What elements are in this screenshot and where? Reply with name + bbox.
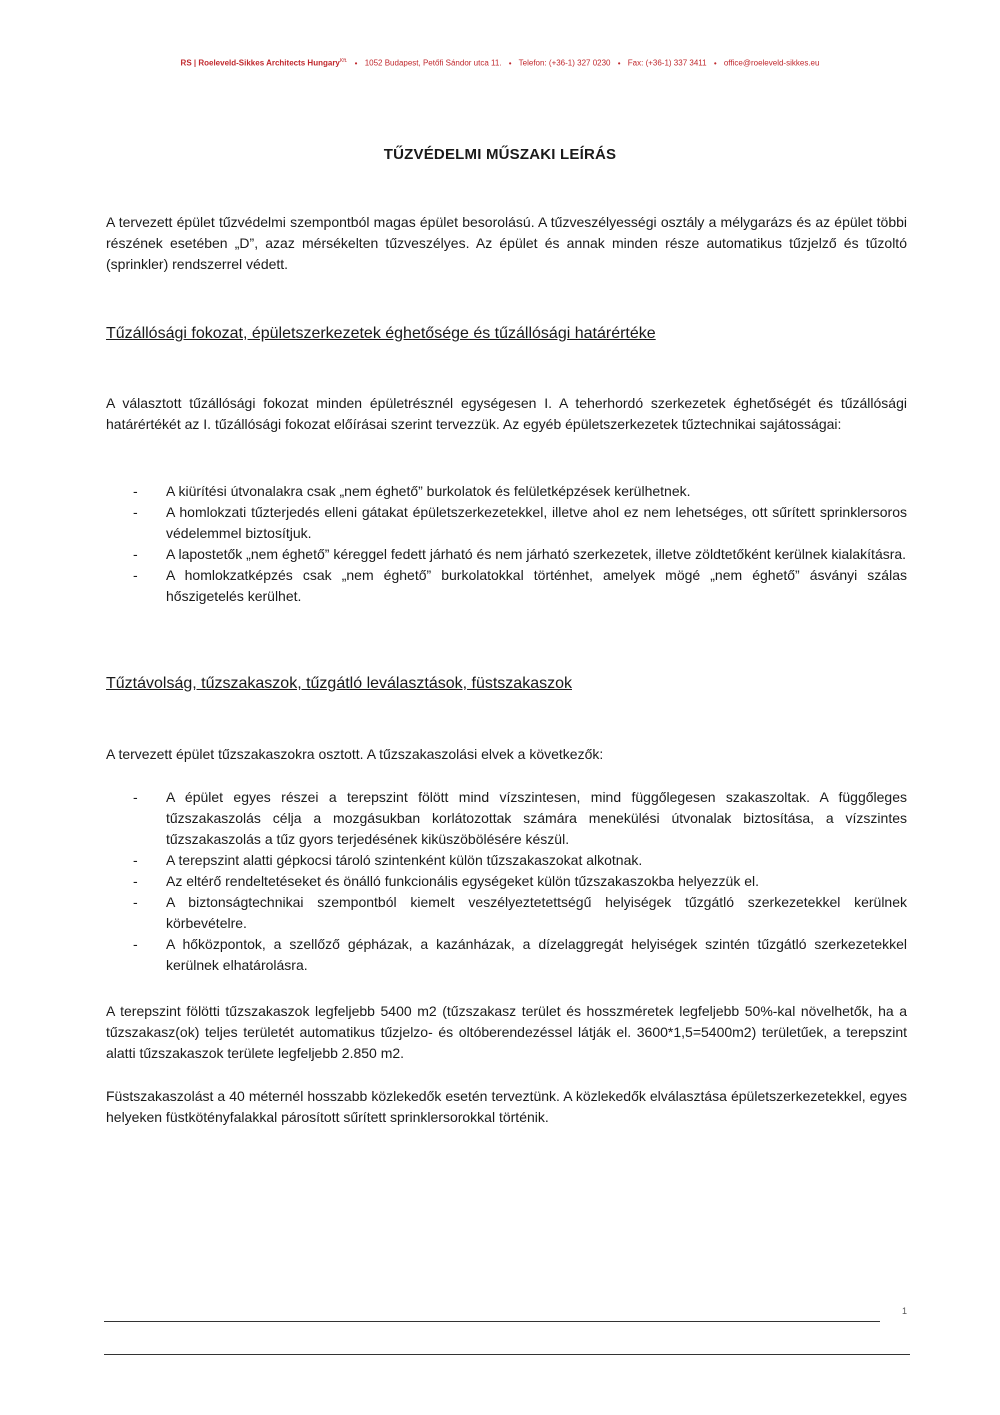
letterhead-bullet: • bbox=[713, 58, 717, 68]
section2-paragraph2-block bbox=[106, 1001, 907, 1064]
section1-heading-block bbox=[106, 323, 907, 345]
bullet-dash: - bbox=[133, 894, 138, 910]
section2-bullet-list bbox=[106, 787, 907, 976]
letterhead-bullet: • bbox=[354, 58, 358, 68]
list-item bbox=[106, 544, 907, 565]
section2-paragraph3-block bbox=[106, 1086, 907, 1128]
section2-paragraph-block bbox=[106, 744, 907, 765]
list-item bbox=[106, 787, 907, 850]
list-item-text: A biztonságtechnikai szempontból kiemelt veszélyeztetettségű helyiségek tűzgátló szerkezetekkel kerülnek körbevételre. bbox=[166, 894, 907, 931]
list-item bbox=[106, 502, 907, 544]
list-item-text: A homlokzatképzés csak „nem éghető” burkolatokkal történhet, amelyek mögé „nem éghető” ásványi szálas hőszigetelés kerülhet. bbox=[166, 567, 907, 604]
list-item-text: A terepszint alatti gépkocsi tároló szintenként külön tűzszakaszokat alkotnak. bbox=[166, 852, 643, 868]
list-item bbox=[106, 934, 907, 976]
list-item bbox=[106, 892, 907, 934]
list-item-text: A kiürítési útvonalakra csak „nem éghető” burkolatok és felületképzések kerülhetnek. bbox=[166, 483, 691, 499]
page-number: 1 bbox=[902, 1306, 908, 1316]
company-fax: Fax: (+36-1) 337 3411 bbox=[627, 58, 707, 68]
letterhead bbox=[0, 58, 1000, 68]
section1-bullets-block bbox=[106, 481, 907, 607]
bullet-dash: - bbox=[133, 546, 138, 562]
list-item bbox=[106, 481, 907, 502]
section2-paragraph2: A terepszint fölötti tűzszakaszok legfeljebb 5400 m2 (tűzszakasz terület és hosszméretek legfeljebb 50%-kal növelhetők, ha a tűzszakasz(ok) teljes területét automatikus tűzjelzo- és oltóberendezéssel látják el. 3600*1,5=5400m2) területűek, a terepszint alatti tűzszakaszok területe legfeljebb 2.850 m2. bbox=[106, 1003, 907, 1061]
list-item bbox=[106, 565, 907, 607]
footer-divider bbox=[104, 1321, 880, 1322]
letterhead-bullet: • bbox=[508, 58, 512, 68]
bullet-dash: - bbox=[133, 504, 138, 520]
section2-paragraph3: Füstszakaszolást a 40 méternél hosszabb közlekedők esetén terveztünk. A közlekedők elválasztása épületszerkezetekkel, egyes helyeken füstkötényfalakkal párosított sűrített sprinklersorokkal történik. bbox=[106, 1088, 907, 1125]
bullet-dash: - bbox=[133, 852, 138, 868]
letterhead-bullet: • bbox=[617, 58, 621, 68]
list-item-text: A hőközpontok, a szellőző gépházak, a kazánházak, a dízelaggregát helyiségek szintén tűzgátló szerkezetekkel kerülnek elhatárolásra. bbox=[166, 936, 907, 973]
company-address: 1052 Budapest, Petőfi Sándor utca 11. bbox=[364, 58, 502, 68]
company-name: RS | Roeleveld-Sikkes Architects Hungary bbox=[180, 58, 340, 68]
section2-heading: Tűztávolság, tűzszakaszok, tűzgátló leválasztások, füstszakaszok bbox=[106, 675, 572, 692]
intro-paragraph: A tervezett épület tűzvédelmi szempontból magas épület besorolású. A tűzveszélyességi osztály a mélygarázs és az épület többi részének esetében „D”, azaz mérsékelten tűzveszélyes. Az épület és annak minden része automatikus tűzjelző és tűzoltó (sprinkler) rendszerrel védett. bbox=[106, 214, 907, 272]
document-title: TŰZVÉDELMI MŰSZAKI LEÍRÁS bbox=[383, 146, 617, 163]
footer-bottom-divider bbox=[104, 1354, 910, 1355]
section2-bullets-block bbox=[106, 787, 907, 976]
bullet-dash: - bbox=[133, 936, 138, 952]
company-phone: Telefon: (+36-1) 327 0230 bbox=[518, 58, 611, 68]
list-item-text: A lapostetők „nem éghető” kéreggel fedett járható és nem járható szerkezetek, illetve zöldtetőként kerülnek kialakításra. bbox=[166, 546, 907, 562]
list-item-text: A épület egyes részei a terepszint fölött mind vízszintesen, mind függőlegesen szakaszoltak. A függőleges tűzszakaszolás célja a mozgásukban korlátozottak számára menekülési útvonalak biztosítása, a vízszintes tűzszakaszolás a tűz gyors terjedésének kiküszöbölésére készül. bbox=[166, 789, 907, 847]
bullet-dash: - bbox=[133, 483, 138, 499]
bullet-dash: - bbox=[133, 789, 138, 805]
list-item-text: A homlokzati tűzterjedés elleni gátakat épületszerkezetekkel, illetve ahol ez nem lehetséges, ott sűrített sprinklersoros védelemmel biztosítjuk. bbox=[166, 504, 907, 541]
section1-heading: Tűzállósági fokozat, épületszerkezetek éghetősége és tűzállósági határértéke bbox=[106, 325, 656, 342]
company-suffix: Kft. bbox=[339, 58, 348, 64]
list-item-text: Az eltérő rendeltetéseket és önálló funkcionális egységeket külön tűzszakaszokba helyezzük el. bbox=[166, 873, 760, 889]
company-email: office@roeleveld-sikkes.eu bbox=[723, 58, 820, 68]
intro-block bbox=[106, 212, 907, 275]
section2-heading-block bbox=[106, 673, 907, 695]
section1-paragraph-block bbox=[106, 393, 907, 435]
list-item bbox=[106, 850, 907, 871]
bullet-dash: - bbox=[133, 567, 138, 583]
bullet-dash: - bbox=[133, 873, 138, 889]
section2-paragraph: A tervezett épület tűzszakaszokra osztott. A tűzszakaszolási elvek a következők: bbox=[106, 746, 604, 762]
list-item bbox=[106, 871, 907, 892]
section1-bullet-list bbox=[106, 481, 907, 607]
section1-paragraph: A választott tűzállósági fokozat minden épületrésznél egységesen I. A teherhordó szerkezetek éghetőségét és tűzállósági határértékét az I. tűzállósági fokozat előírásai szerint tervezzük. Az egyéb épületszerkezetek tűztechnikai sajátosságai: bbox=[106, 395, 907, 432]
